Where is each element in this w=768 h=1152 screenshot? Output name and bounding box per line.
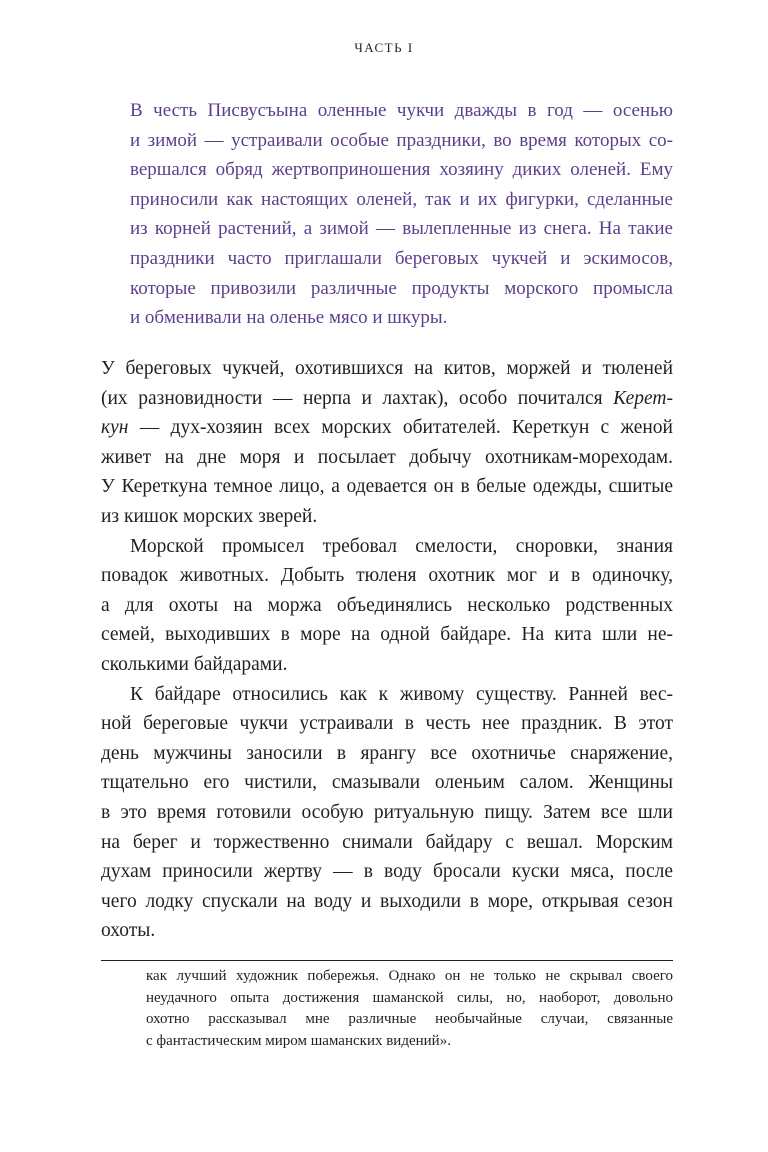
body-line: духам приносили жертву — в воду бросали куски мяса, после	[101, 861, 673, 883]
body-line: охоты.	[101, 920, 156, 942]
footnote-line: неудачного опыта достижения шаманской силы, но, наоборот, довольно	[146, 989, 673, 1006]
body-line: Морской промысел требовал смелости, сноровки, знания	[130, 535, 673, 557]
body-line: ной береговые чукчи устраивали в честь нее праздник. В этот	[101, 713, 673, 735]
body-line: чего лодку спускали на воду и выходили в море, открывая сезон	[101, 890, 673, 912]
body-line: живет на дне моря и посылает добычу охотникам-мореходам.	[101, 446, 673, 468]
sidebar-text-block	[130, 96, 673, 333]
sidebar-line: и зимой — устраивали особые праздники, во время которых со-	[130, 129, 673, 151]
sidebar-line: из корней растений, а зимой — вылепленные из снега. На такие	[130, 218, 673, 240]
deity-name-italic: Керет-	[613, 387, 673, 409]
body-line: У береговых чукчей, охотившихся на китов, моржей и тюленей	[101, 358, 673, 379]
footnote-block	[146, 966, 673, 1052]
body-line: тщательно его чистили, смазывали оленьим салом. Женщины	[101, 772, 673, 794]
body-line: К байдаре относились как к живому существу. Ранней вес-	[130, 683, 673, 705]
sidebar-line: В честь Писвусъына оленные чукчи дважды в год — осенью	[130, 100, 673, 121]
body-line	[101, 384, 673, 414]
sidebar-line: вершался обряд жертвоприношения хозяину диких оленей. Ему	[130, 159, 673, 181]
body-line	[101, 413, 673, 443]
body-line: У Кереткуна темное лицо, а одевается он в белые одежды, сшитые	[101, 476, 673, 498]
footnote-line: как лучший художник побережья. Однако он не только не скрывал своего	[146, 968, 673, 984]
main-text	[101, 354, 673, 946]
sidebar-line: которые привозили различные продукты морского промысла	[130, 277, 673, 299]
body-line: день мужчины заносили в ярангу все охотничье снаряжение,	[101, 742, 673, 764]
body-line: на берег и торжественно снимали байдару с вешал. Морским	[101, 831, 673, 853]
body-text-fragment: (их разновидности — нерпа и лахтак), особо почитался	[101, 387, 614, 409]
body-line: из кишок морских зверей.	[101, 505, 318, 527]
running-head: ЧАСТЬ I	[354, 40, 414, 55]
sidebar-line: приносили как настоящих оленей, так и их фигурки, сделанные	[130, 188, 673, 210]
body-line: повадок животных. Добыть тюленя охотник мог и в одиночку,	[101, 565, 673, 587]
body-line: семей, выходивших в море на одной байдаре. На кита шли не-	[101, 624, 673, 646]
body-line: в это время готовили особую ритуальную пищу. Затем все шли	[101, 801, 673, 823]
footnote-line: охотно рассказывал мне различные необычайные случаи, связанные	[146, 1011, 673, 1028]
deity-name-italic: кун	[101, 417, 129, 439]
body-line: а для охоты на моржа объединялись несколько родственных	[101, 594, 673, 616]
body-line: сколькими байдарами.	[101, 653, 288, 675]
sidebar-line: и обменивали на оленье мясо и шкуры.	[130, 307, 448, 329]
footnote-divider	[101, 960, 673, 961]
sidebar-line: праздники часто приглашали береговых чукчей и эскимосов,	[130, 247, 673, 269]
body-text-fragment: — дух-хозяин всех морских обитателей. Кереткун с женой	[128, 417, 673, 439]
footnote-line: с фантастическим миром шаманских видений».	[146, 1032, 451, 1049]
